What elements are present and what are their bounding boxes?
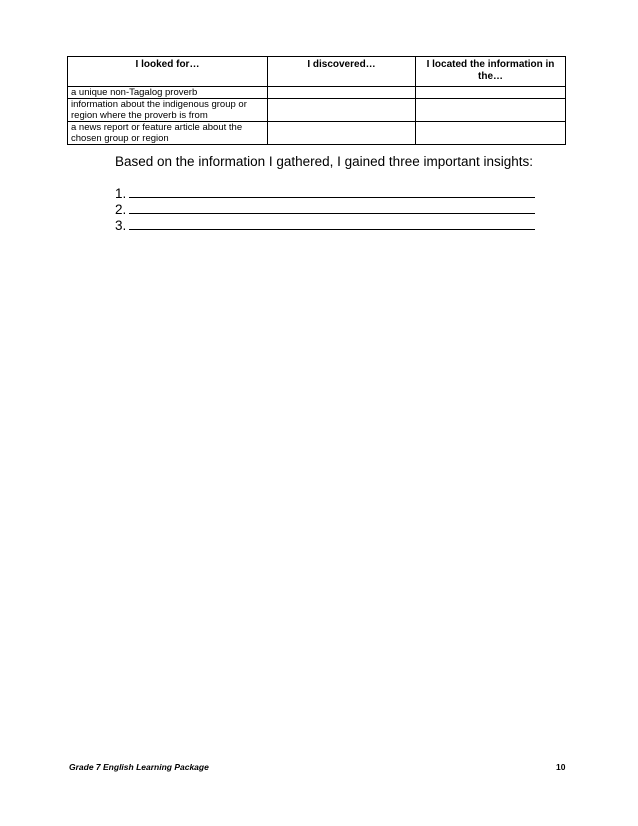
table-row xyxy=(68,99,566,122)
insight-number: 2. xyxy=(115,202,127,217)
row-item: a unique non-Tagalog proverb xyxy=(68,87,268,99)
insight-blank-1 xyxy=(129,185,535,198)
row-discovered-cell xyxy=(268,99,416,122)
row-discovered-cell xyxy=(268,122,416,145)
row-item: a news report or feature article about the chosen group or region xyxy=(68,122,268,145)
row-located-cell xyxy=(416,99,566,122)
table-row xyxy=(68,122,566,145)
table-row xyxy=(68,87,566,99)
row-located-cell xyxy=(416,87,566,99)
insight-line-2 xyxy=(115,201,535,218)
footer-title: Grade 7 English Learning Package xyxy=(69,762,209,772)
insight-line-1 xyxy=(115,185,535,202)
insight-line-3 xyxy=(115,217,535,234)
header-discovered: I discovered… xyxy=(268,57,416,87)
insight-blank-3 xyxy=(129,217,535,230)
insight-blank-2 xyxy=(129,201,535,214)
insight-number: 3. xyxy=(115,218,127,233)
insights-intro: Based on the information I gathered, I gained three important insights: xyxy=(115,154,534,169)
header-located: I located the information in the… xyxy=(416,57,566,87)
table-header-row xyxy=(68,57,566,87)
row-item: information about the indigenous group or region where the proverb is from xyxy=(68,99,268,122)
research-table xyxy=(67,56,566,145)
insight-number: 1. xyxy=(115,186,127,201)
row-located-cell xyxy=(416,122,566,145)
header-looked-for: I looked for… xyxy=(68,57,268,87)
page-number: 10 xyxy=(556,762,566,772)
row-discovered-cell xyxy=(268,87,416,99)
